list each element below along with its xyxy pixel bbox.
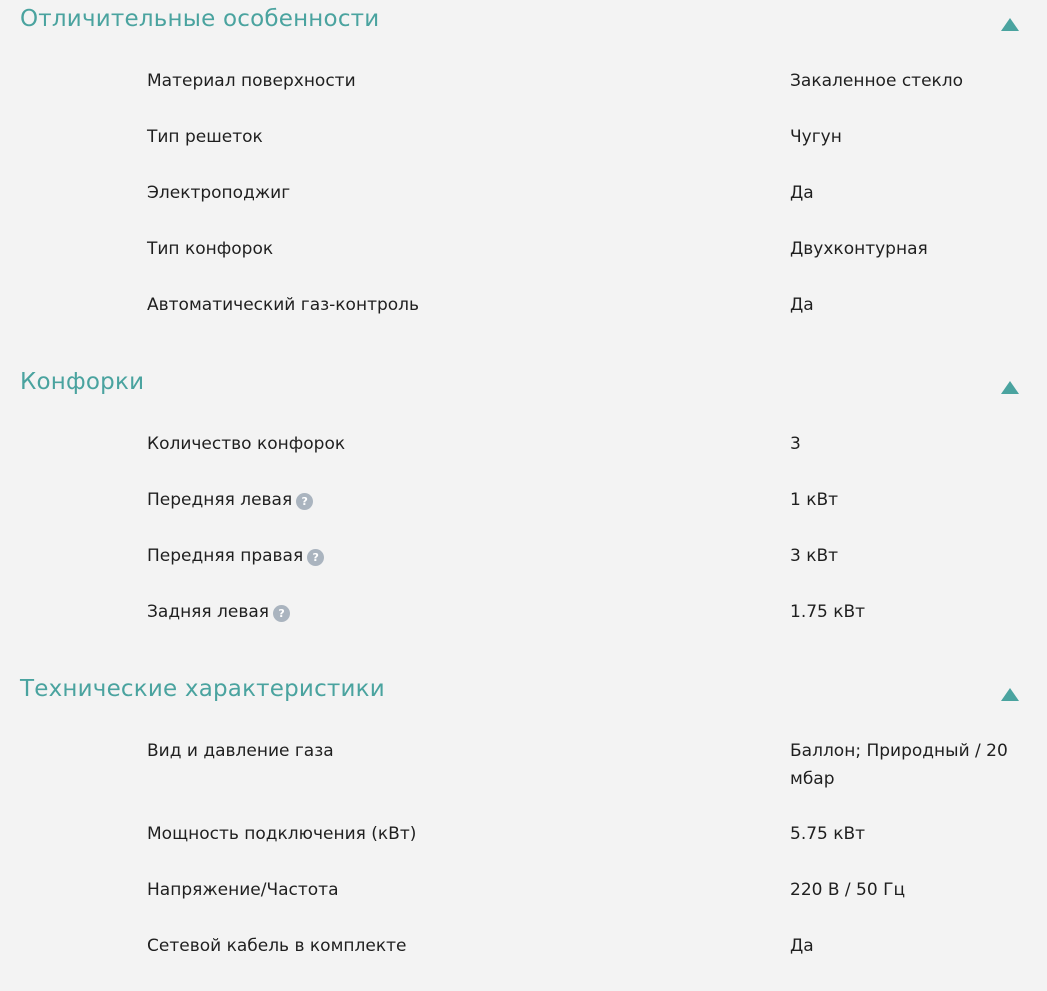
spec-label: Материал поверхности [147, 71, 356, 91]
spec-label: Количество конфорок [147, 434, 346, 454]
spec-value: 1 кВт [790, 490, 839, 510]
spec-value: 1.75 кВт [790, 602, 866, 622]
spec-value: Двухконтурная [790, 239, 928, 259]
spec-label [147, 542, 324, 570]
spec-label: Сетевой кабель в комплекте [147, 936, 407, 956]
spec-value: Чугун [790, 127, 842, 147]
section-title: Конфорки [20, 369, 145, 395]
section-title: Отличительные особенности [20, 6, 380, 32]
section-burners [0, 363, 1047, 622]
spec-value: 5.75 кВт [790, 824, 866, 844]
spec-label: Автоматический газ-контроль [147, 295, 420, 315]
section-features [0, 0, 1047, 315]
spec-label-text: Передняя левая [147, 490, 293, 510]
spec-label: Тип решеток [147, 127, 263, 147]
spec-value: 220 В / 50 Гц [790, 880, 906, 900]
section-header-features[interactable] [0, 0, 1047, 44]
spec-value: Баллон; Природный / 20 мбар [790, 741, 1008, 789]
spec-label: Электроподжиг [147, 183, 291, 203]
spec-value: Да [790, 295, 814, 315]
spec-label: Мощность подключения (кВт) [147, 824, 417, 844]
section-header-technical[interactable] [0, 670, 1047, 714]
spec-label: Вид и давление газа [147, 741, 334, 761]
collapse-triangle-icon[interactable] [1001, 688, 1019, 701]
question-mark-icon[interactable]: ? [307, 549, 324, 566]
section-header-burners[interactable] [0, 363, 1047, 407]
collapse-triangle-icon[interactable] [1001, 381, 1019, 394]
question-mark-icon[interactable]: ? [273, 605, 290, 622]
spec-value: 3 [790, 434, 801, 454]
section-technical [0, 670, 1047, 956]
spec-label-text: Передняя правая [147, 546, 304, 566]
spec-value: 3 кВт [790, 546, 839, 566]
spec-value: Да [790, 183, 814, 203]
spec-label [147, 598, 290, 626]
spec-label: Тип конфорок [147, 239, 274, 259]
spec-value: Да [790, 936, 814, 956]
spec-label: Напряжение/Частота [147, 880, 339, 900]
spec-label-text: Задняя левая [147, 602, 270, 622]
spec-value: Закаленное стекло [790, 71, 964, 91]
question-mark-icon[interactable]: ? [296, 493, 313, 510]
section-title: Технические характеристики [20, 676, 385, 702]
spec-label [147, 486, 313, 514]
collapse-triangle-icon[interactable] [1001, 18, 1019, 31]
